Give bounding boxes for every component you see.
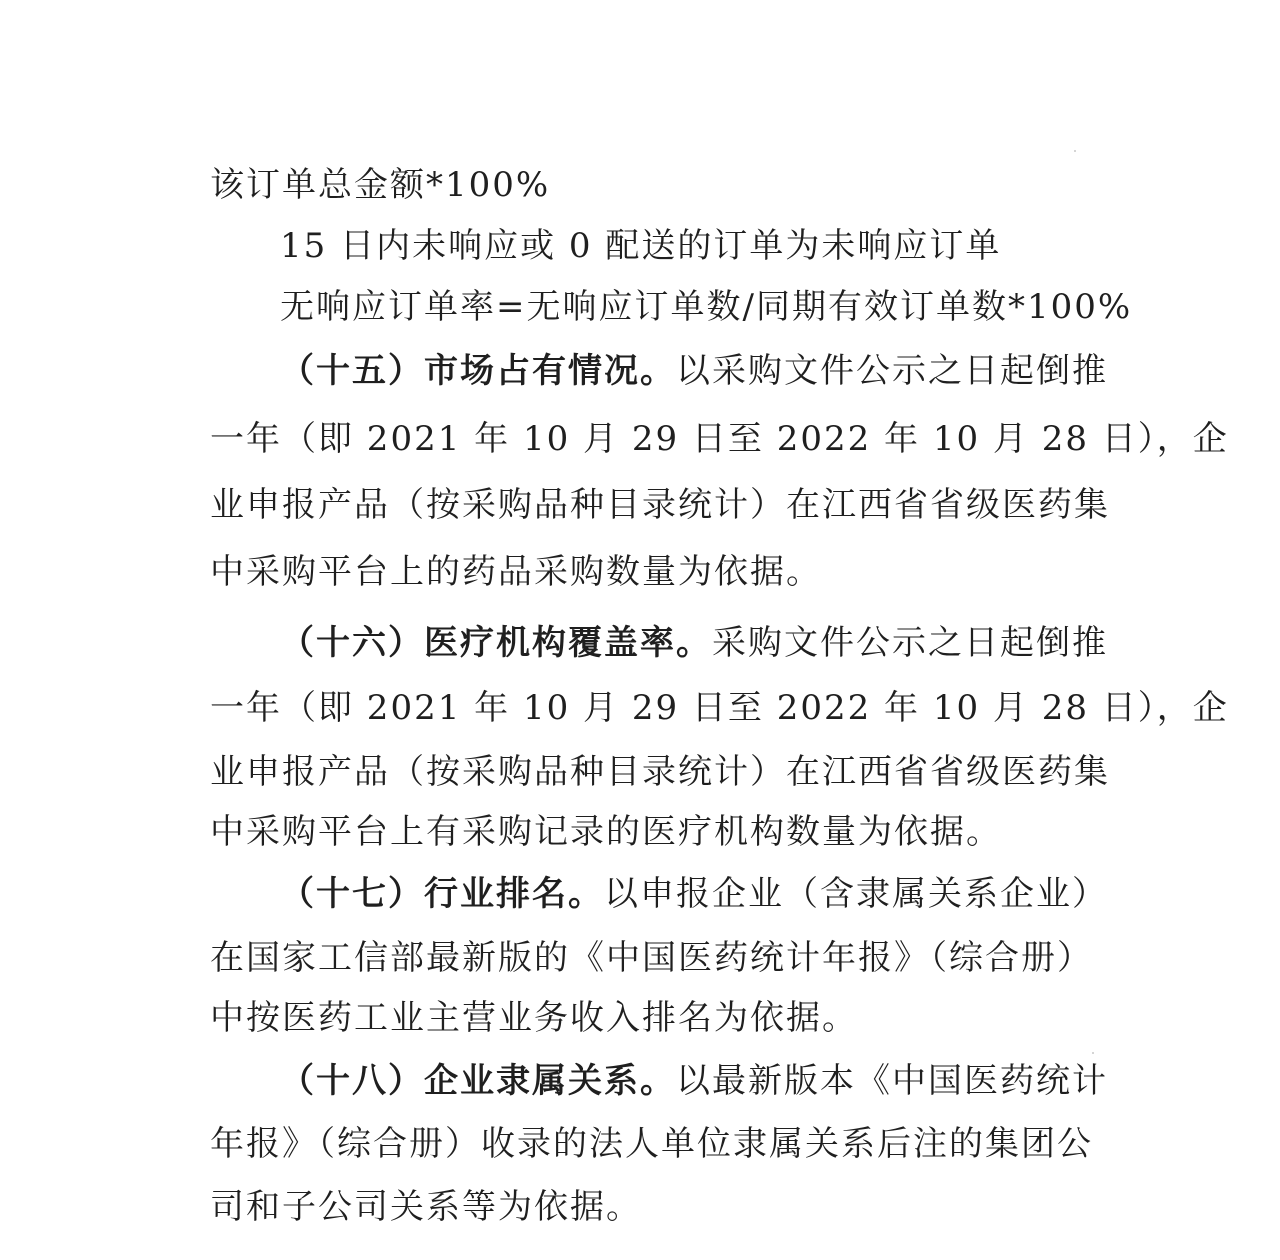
section-heading-line (280, 623, 1108, 663)
section-heading-line (280, 874, 1108, 914)
line-text: 无响应订单率=无响应订单数/同期有效订单数*100% (280, 287, 1133, 327)
line-text: 15 日内未响应或 0 配送的订单为未响应订单 (280, 226, 1002, 266)
text-line (210, 552, 822, 592)
text-line (210, 419, 1229, 459)
text-line (210, 485, 1110, 525)
text-line (210, 1124, 1093, 1164)
section-heading: （十七）行业排名。 (280, 874, 604, 914)
line-text: 一年（即 2021 年 10 月 29 日至 2022 年 10 月 28 日），企 (210, 688, 1229, 728)
line-text: 中按医药工业主营业务收入排名为依据。 (210, 998, 858, 1038)
scan-speck (1074, 150, 1076, 152)
line-text: 采购文件公示之日起倒推 (712, 623, 1108, 663)
line-text: 以采购文件公示之日起倒推 (676, 351, 1108, 391)
line-text: 在国家工信部最新版的《中国医药统计年报》（综合册） (210, 938, 1093, 978)
text-line (210, 688, 1229, 728)
text-line (210, 998, 858, 1038)
line-text: 司和子公司关系等为依据。 (210, 1187, 642, 1227)
line-text: 一年（即 2021 年 10 月 29 日至 2022 年 10 月 28 日），企 (210, 419, 1229, 459)
line-text: 年报》（综合册）收录的法人单位隶属关系后注的集团公 (210, 1124, 1093, 1164)
text-line (210, 938, 1093, 978)
section-heading-line (280, 351, 1108, 391)
section-heading: （十六）医疗机构覆盖率。 (280, 623, 712, 663)
line-text: 该订单总金额*100% (210, 165, 551, 205)
line-text: 业申报产品（按采购品种目录统计）在江西省省级医药集 (210, 485, 1110, 525)
text-line (210, 752, 1110, 792)
text-line (210, 165, 550, 205)
section-heading-line (280, 1061, 1108, 1101)
text-line (280, 287, 1132, 327)
section-heading: （十八）企业隶属关系。 (280, 1061, 676, 1101)
line-text: 业申报产品（按采购品种目录统计）在江西省省级医药集 (210, 752, 1110, 792)
text-line (210, 812, 1002, 852)
line-text: 中采购平台上有采购记录的医疗机构数量为依据。 (210, 812, 1002, 852)
line-text: 以申报企业（含隶属关系企业） (604, 874, 1108, 914)
line-text: 以最新版本《中国医药统计 (676, 1061, 1108, 1101)
scan-speck (1092, 1052, 1094, 1054)
text-line (210, 1187, 642, 1227)
line-text: 中采购平台上的药品采购数量为依据。 (210, 552, 822, 592)
section-heading: （十五）市场占有情况。 (280, 351, 676, 391)
text-line (280, 226, 1001, 266)
